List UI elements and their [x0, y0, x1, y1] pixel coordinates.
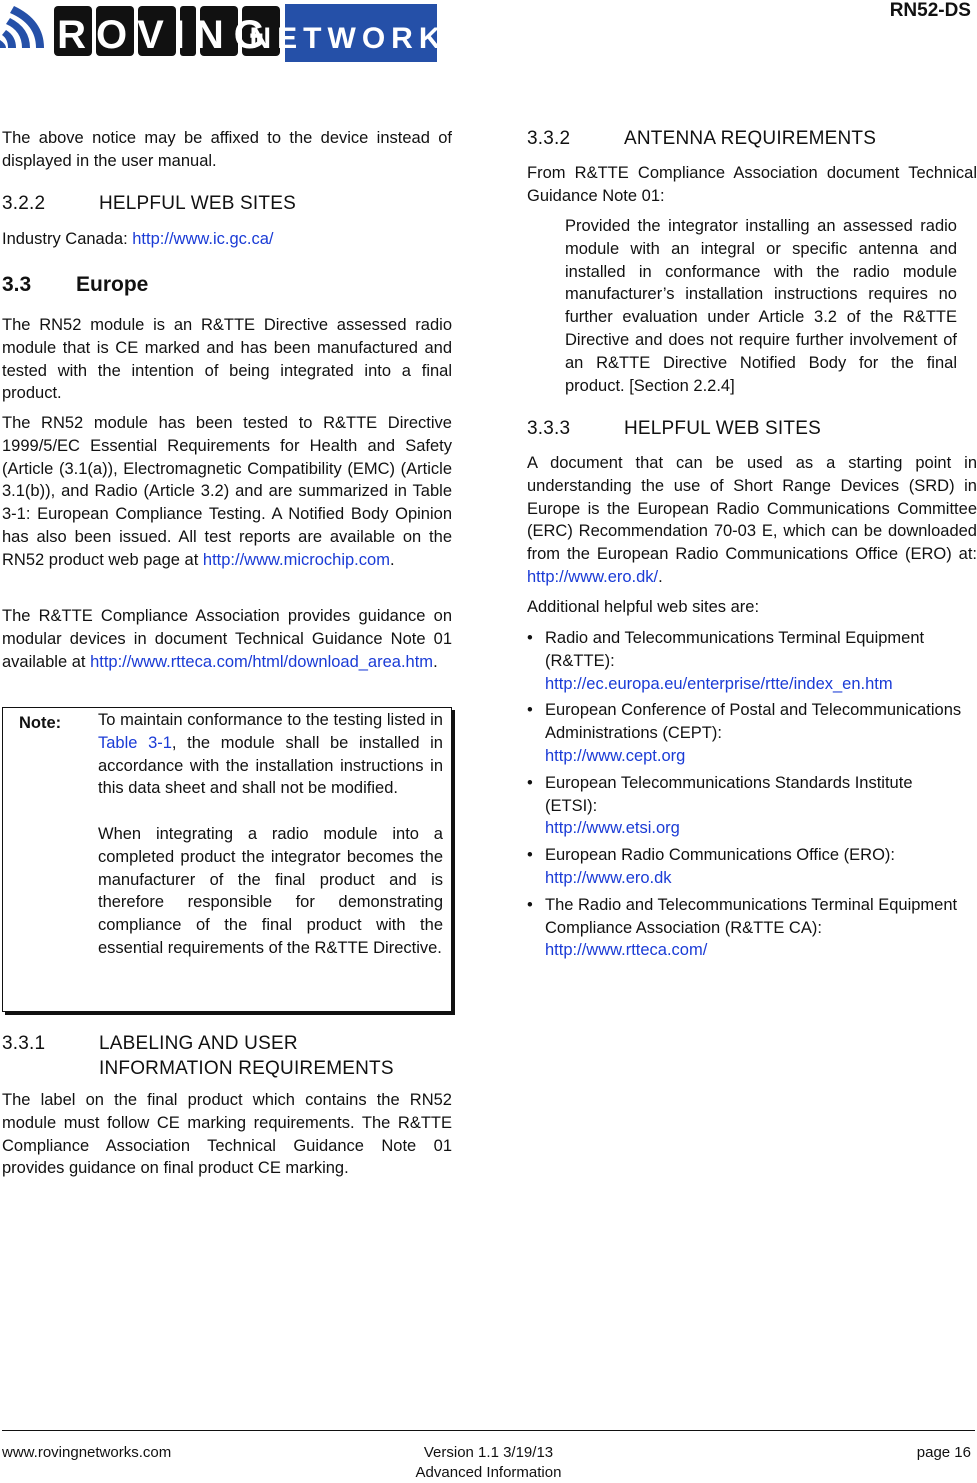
section-title: HELPFUL WEB SITES	[99, 193, 296, 214]
europe-paragraph-3-text: The R&TTE Compliance Association provides guidance on modular devices in document Technical Guidance Note 01 available at	[2, 607, 452, 671]
status-text: Advanced Information	[415, 1464, 562, 1481]
section-number: 3.2.2	[2, 193, 46, 214]
antenna-quote: Provided the integrator installing an assessed radio module with an integral or specific antenna and installed in conformance with the radio module manufacturer’s installation instructions requires no further evaluation under Article 3.2 of the R&TTE Directive and does not require further involvement of an R&TTE Directive Notified Body for the final product. [Section 2.2.4]	[565, 217, 957, 395]
section-title: Europe	[76, 273, 149, 296]
bullet: •	[527, 773, 533, 792]
srd-document-paragraph	[527, 452, 977, 589]
rtteca-download-link[interactable]: http://www.rtteca.com/html/download_area.htm	[90, 652, 434, 671]
list-item	[527, 699, 967, 767]
list-item-text: European Radio Communications Office (ERO):	[545, 846, 896, 865]
bullet: •	[527, 846, 533, 865]
labeling-paragraph: The label on the final product which contains the RN52 module must follow CE marking requirements. The R&TTE Compliance Association Technical Guidance Note 01 provides guidance on final product CE marking.	[2, 1091, 452, 1178]
period: .	[658, 567, 663, 586]
document-id: RN52-DS	[889, 0, 971, 21]
bullet: •	[527, 701, 533, 720]
rtte-link[interactable]: http://ec.europa.eu/enterprise/rtte/index_en.htm	[545, 674, 893, 693]
list-item-text: Radio and Telecommunications Terminal Equipment (R&TTE):	[545, 629, 925, 670]
bullet: •	[527, 629, 533, 647]
notice-paragraph: The above notice may be affixed to the device instead of displayed in the user manual.	[2, 129, 452, 170]
table-3-1-link[interactable]: Table 3-1	[98, 733, 172, 752]
list-item-text: European Telecommunications Standards Institute (ETSI):	[545, 773, 913, 815]
section-title-line-1: LABELING AND USER	[99, 1033, 298, 1054]
list-item-text: The Radio and Telecommunications Terminal Equipment Compliance Association (R&TTE CA):	[545, 895, 958, 937]
bullet: •	[527, 895, 533, 914]
section-3-3-1-heading	[2, 1031, 394, 1081]
ero-dk-link[interactable]: http://www.ero.dk	[545, 868, 672, 887]
helpful-sites-list	[527, 627, 967, 966]
list-item	[527, 894, 967, 962]
industry-canada-line	[2, 228, 452, 251]
wireless-waves-icon	[0, 6, 44, 48]
europe-paragraph-2-text: The RN52 module has been tested to R&TTE Directive 1999/5/EC Essential Requirements for Health and Safety (Article (3.1(a)), Electromagnetic Compatibility (EMC) (Article 3.1(b)), and Radio (Article 3.2) and are summarized in Table 3-1: European Compliance Testing. A Notified Body Opinion has also been issued. All test reports are available on the RN52 product web page at	[2, 414, 452, 569]
section-title: ANTENNA REQUIREMENTS	[624, 128, 877, 149]
note-paragraph-2: When integrating a radio module into a completed product the integrator becomes the manufacturer of the final product and is therefore responsible for demonstrating compliance of the final product with the essential requirements of the R&TTE Directive.	[98, 824, 443, 957]
svg-text:NETWORKS: NETWORKS	[249, 22, 473, 55]
list-item	[527, 772, 967, 840]
footer-divider	[2, 1430, 975, 1431]
footer-version	[0, 1443, 977, 1483]
section-title: HELPFUL WEB SITES	[624, 418, 821, 439]
svg-text:ROVING: ROVING	[57, 13, 275, 57]
europe-paragraph-3	[2, 605, 452, 673]
europe-paragraph-2	[2, 412, 452, 572]
section-3-2-2-heading	[2, 193, 296, 215]
industry-canada-link[interactable]: http://www.ic.gc.ca/	[132, 230, 274, 248]
note-label: Note:	[19, 714, 62, 732]
period: .	[389, 550, 395, 569]
roving-networks-logo	[0, 0, 473, 68]
cept-link[interactable]: http://www.cept.org	[545, 746, 686, 765]
note-paragraph-1	[98, 709, 443, 800]
section-3-3-2-heading	[527, 128, 876, 150]
section-title-line-2: INFORMATION REQUIREMENTS	[99, 1058, 394, 1079]
industry-canada-label: Industry Canada:	[2, 230, 133, 248]
list-item	[527, 844, 967, 890]
srd-document-text: A document that can be used as a starting point in understanding the use of Short Range Devices (SRD) in Europe is the European Radio Communications Committee (ERC) Recommendation 70-03 E, which can be downloaded from the European Radio Communications Office (ERO) at:	[527, 454, 977, 564]
note-text-part: , the module shall be installed in accordance with the installation instructions in this data sheet and shall not be modified.	[98, 733, 443, 798]
section-number: 3.3.2	[527, 128, 571, 149]
additional-sites-paragraph: Additional helpful web sites are:	[527, 598, 760, 616]
list-item	[527, 627, 967, 695]
note-text	[98, 709, 443, 960]
list-item-text: European Conference of Postal and Telecommunications Administrations (CEPT):	[545, 701, 962, 743]
ero-link[interactable]: http://www.ero.dk/	[527, 567, 659, 586]
period: .	[433, 652, 438, 671]
section-3-3-heading	[2, 273, 148, 297]
note-text-part: To maintain conformance to the testing listed in	[98, 711, 443, 729]
version-text: Version 1.1 3/19/13	[423, 1444, 554, 1461]
section-number: 3.3.1	[2, 1033, 46, 1054]
europe-paragraph-1: The RN52 module is an R&TTE Directive assessed radio module that is CE marked and has been manufactured and tested with the intention of being integrated into a final product.	[2, 316, 452, 403]
footer-website: www.rovingnetworks.com	[2, 1444, 172, 1461]
footer-page-number: page 16	[916, 1444, 971, 1461]
section-3-3-3-heading	[527, 418, 821, 440]
from-rtte-paragraph: From R&TTE Compliance Association document Technical Guidance Note 01:	[527, 164, 977, 205]
section-number: 3.3.3	[527, 418, 571, 439]
microchip-link[interactable]: http://www.microchip.com	[202, 550, 390, 569]
section-number: 3.3	[2, 273, 32, 296]
etsi-link[interactable]: http://www.etsi.org	[545, 819, 680, 838]
rtteca-link[interactable]: http://www.rtteca.com/	[545, 941, 708, 960]
